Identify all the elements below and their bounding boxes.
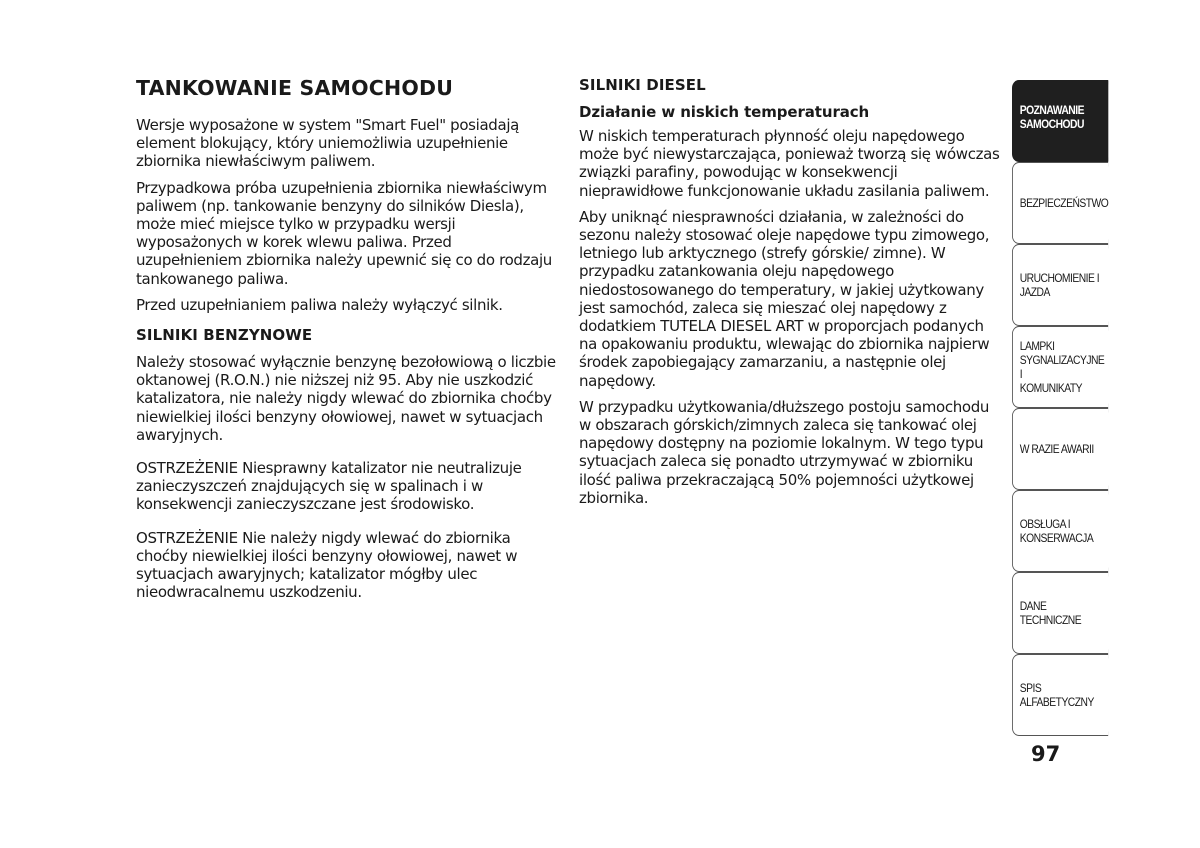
right-column	[579, 76, 1004, 515]
tab-label: POZNAWANIE SAMOCHODU	[1019, 103, 1084, 131]
page-number: 97	[1031, 742, 1061, 766]
tab-lampki-sygnalizacyjne[interactable]	[1012, 326, 1108, 408]
tab-label: BEZPIECZEŃSTWO	[1019, 196, 1109, 210]
intro-paragraph-2: Przypadkowa próba uzupełnienia zbiornika niewłaściwym paliwem (np. tankowanie benzyny do silników Diesla), może mieć miejsce tylko w przypadku wersji wyposażonych w korek wlewu paliwa. Przed uzupełnieniem zbiornika należy upewnić się co do rodzaju tankowanego paliwa.	[136, 178, 552, 288]
tab-w-razie-awarii[interactable]	[1012, 408, 1108, 490]
warning-catalyst-2: OSTRZEŻENIE Nie należy nigdy wlewać do zbiornika choćby niewielkiej ilości benzyny ołowiowej, nawet w sytuacjach awaryjnych; katalizator mógłby ulec nieodwracalnemu uszkodzeniu.	[136, 528, 518, 602]
intro-paragraph-1: Wersje wyposażone w system "Smart Fuel" posiadają element blokujący, który uniemożliwia uzupełnienie zbiornika niewłaściwym paliwem.	[136, 116, 519, 171]
tab-dane-techniczne[interactable]	[1012, 572, 1108, 654]
tab-label: OBSŁUGA I KONSERWACJA	[1019, 517, 1094, 545]
tab-label: LAMPKI SYGNALIZACYJNE I KOMUNIKATY	[1019, 339, 1105, 395]
page-title: TANKOWANIE SAMOCHODU	[136, 76, 454, 100]
tab-label: W RAZIE AWARII	[1019, 442, 1094, 456]
tab-poznawanie-samochodu[interactable]	[1012, 80, 1108, 162]
tab-label: DANE TECHNICZNE	[1019, 599, 1082, 627]
tab-uruchomienie-i-jazda[interactable]	[1012, 244, 1108, 326]
petrol-engines-heading: SILNIKI BENZYNOWE	[136, 326, 313, 345]
diesel-paragraph-3: W przypadku użytkowania/dłuższego postoju samochodu w obszarach górskich/zimnych zaleca się tankować olej napędowy dostępny na poziomie lokalnym. W tego typu sytuacjach zaleca się ponadto utrzymywać w zbiorniku ilość paliwa przekraczającą 50% pojemności użytkowej zbiornika.	[579, 397, 990, 507]
cold-temperature-heading: Działanie w niskich temperaturach	[579, 103, 870, 121]
tab-label: URUCHOMIENIE I JAZDA	[1019, 271, 1100, 299]
tab-label: SPIS ALFABETYCZNY	[1019, 681, 1094, 709]
diesel-paragraph-1: W niskich temperaturach płynność oleju napędowego może być niewystarczająca, ponieważ tworzą się wówczas związki parafiny, powodując w konsekwencji nieprawidłowe funkcjonowanie układu zasilania paliwem.	[579, 127, 1000, 200]
diesel-paragraph-2: Aby uniknąć niesprawności działania, w zależności do sezonu należy stosować oleje napędowe typu zimowego, letniego lub arktycznego (strefy górskie/ zimne). W przypadku zatankowania oleju napędowego niedostosowanego do temperatury, w jakiej użytkowany jest samochód, zaleca się mieszać olej napędowy z dodatkiem TUTELA DIESEL ART w proporcjach podanych na opakowaniu produktu, wlewając do zbiornika najpierw środek zapobiegający zamarzaniu, a następnie olej napędowy.	[579, 207, 990, 390]
tab-bezpieczenstwo[interactable]	[1012, 162, 1108, 244]
diesel-engines-heading: SILNIKI DIESEL	[579, 76, 706, 94]
left-column	[136, 76, 556, 609]
tab-spis-alfabetyczny[interactable]	[1012, 654, 1108, 736]
intro-paragraph-3: Przed uzupełnianiem paliwa należy wyłączyć silnik.	[136, 295, 503, 314]
petrol-paragraph-1: Należy stosować wyłącznie benzynę bezołowiową o liczbie oktanowej (R.O.N.) nie niższej niż 95. Aby nie uszkodzić katalizatora, nie należy nigdy wlewać do zbiornika choćby niewielkiej ilości benzyny ołowiowej, nawet w sytuacjach awaryjnych.	[136, 353, 556, 444]
chapter-tabs	[1012, 80, 1124, 736]
warning-catalyst-1: OSTRZEŻENIE Niesprawny katalizator nie neutralizuje zanieczyszczeń znajdujących się w spalinach i w konsekwencji zanieczyszczane jest środowisko.	[136, 459, 522, 514]
tab-obsluga-i-konserwacja[interactable]	[1012, 490, 1108, 572]
